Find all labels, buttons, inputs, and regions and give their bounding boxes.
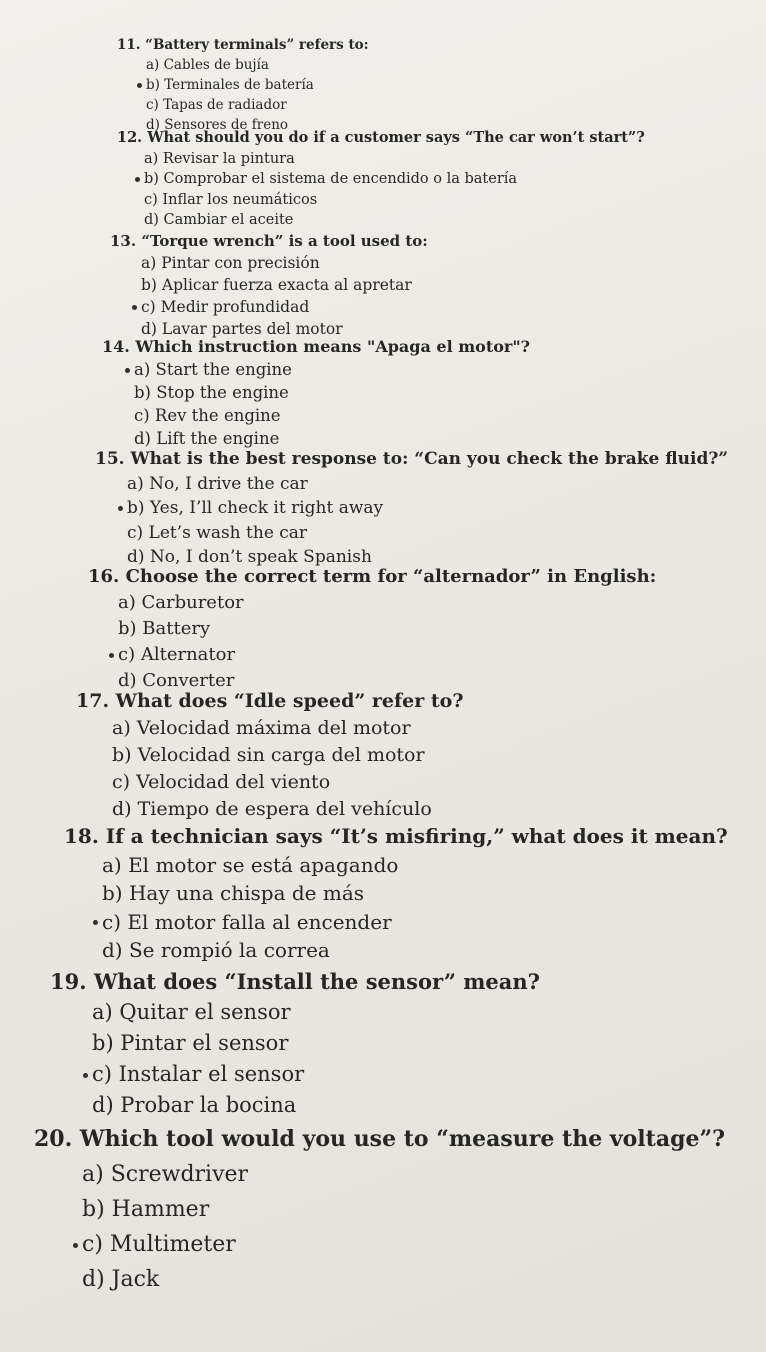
answer-option[interactable]: b) Hay una chispa de más	[102, 881, 365, 905]
answer-option[interactable]: d) Cambiar el aceite	[144, 212, 294, 228]
answer-option[interactable]: a) No, I drive the car	[127, 473, 308, 494]
answer-option[interactable]: c) Inflar los neumáticos	[144, 191, 318, 208]
question-16	[88, 564, 656, 694]
selected-answer-mark	[135, 177, 140, 182]
selected-answer-mark	[137, 83, 142, 88]
answer-option[interactable]: d) Jack	[82, 1267, 160, 1292]
answer-option[interactable]: c) Let’s wash the car	[127, 522, 308, 543]
answer-option[interactable]: c) Multimeter	[82, 1227, 725, 1262]
answer-option[interactable]: d) Lift the engine	[134, 429, 280, 448]
selected-answer-mark	[93, 920, 98, 925]
selected-answer-mark	[109, 653, 114, 658]
question-17	[76, 688, 463, 823]
answer-option[interactable]: a) Revisar la pintura	[144, 150, 295, 167]
answer-option[interactable]: a) Quitar el sensor	[92, 1000, 291, 1024]
answer-option[interactable]: b) Velocidad sin carga del motor	[112, 744, 425, 766]
answer-option[interactable]: b) Hammer	[82, 1197, 210, 1222]
question-text: 18. If a technician says “It’s misfiring,” what does it mean?	[64, 824, 728, 848]
answer-option[interactable]: c) Rev the engine	[134, 406, 281, 425]
question-13	[110, 230, 428, 340]
answer-option[interactable]: a) Start the engine	[134, 358, 530, 381]
answer-option[interactable]: c) Tapas de radiador	[146, 97, 287, 113]
question-18	[64, 822, 728, 965]
answer-option[interactable]: a) Cables de bujía	[146, 57, 269, 73]
question-11	[117, 35, 369, 135]
question-text: 17. What does “Idle speed” refer to?	[76, 690, 464, 712]
selected-answer-mark	[132, 305, 137, 310]
answer-option[interactable]: d) Lavar partes del motor	[141, 320, 343, 338]
answer-option[interactable]: b) Aplicar fuerza exacta al apretar	[141, 276, 412, 294]
answer-option[interactable]: a) Velocidad máxima del motor	[112, 717, 411, 739]
answer-option[interactable]: d) Se rompió la correa	[102, 938, 330, 962]
answer-option[interactable]: a) Screwdriver	[82, 1162, 249, 1187]
answer-option[interactable]: b) Stop the engine	[134, 383, 289, 402]
selected-answer-mark	[73, 1243, 78, 1248]
selected-answer-mark	[118, 506, 123, 511]
question-text: 12. What should you do if a customer says “The car won’t start”?	[117, 129, 645, 146]
question-14	[102, 335, 530, 450]
answer-option[interactable]: b) Comprobar el sistema de encendido o la batería	[144, 169, 645, 190]
answer-option[interactable]: a) El motor se está apagando	[102, 852, 399, 877]
answer-option[interactable]: d) Probar la bocina	[92, 1093, 297, 1117]
question-text: 13. “Torque wrench” is a tool used to:	[110, 232, 428, 250]
answer-option[interactable]: d) No, I don’t speak Spanish	[127, 547, 372, 567]
question-text: 14. Which instruction means "Apaga el motor"?	[102, 337, 531, 356]
selected-answer-mark	[83, 1073, 88, 1078]
question-19	[50, 966, 540, 1121]
answer-option[interactable]: c) Instalar el sensor	[92, 1059, 540, 1090]
question-text: 15. What is the best response to: “Can you check the brake fluid?”	[95, 449, 729, 469]
answer-option[interactable]: a) Pintar con precisión	[141, 254, 320, 272]
answer-option[interactable]: c) Medir profundidad	[141, 296, 428, 318]
answer-option[interactable]: c) Velocidad del viento	[112, 771, 331, 793]
question-15	[95, 447, 728, 570]
answer-option[interactable]: d) Tiempo de espera del vehículo	[112, 798, 432, 820]
answer-option[interactable]: c) El motor falla al encender	[102, 908, 728, 937]
answer-option[interactable]: c) Alternator	[118, 642, 656, 668]
question-text: 19. What does “Install the sensor” mean?	[50, 969, 540, 994]
answer-option[interactable]: b) Pintar el sensor	[92, 1031, 289, 1055]
answer-option[interactable]: d) Converter	[118, 670, 235, 691]
question-12	[117, 128, 645, 231]
question-20	[34, 1122, 725, 1297]
question-text: 11. “Battery terminals” refers to:	[117, 37, 369, 53]
answer-option[interactable]: d) Sensores de freno	[146, 117, 289, 133]
selected-answer-mark	[125, 368, 130, 373]
answer-option[interactable]: b) Battery	[118, 618, 211, 639]
answer-option[interactable]: b) Yes, I’ll check it right away	[127, 496, 728, 521]
question-text: 20. Which tool would you use to “measure the voltage”?	[34, 1126, 726, 1152]
answer-option[interactable]: a) Carburetor	[118, 592, 244, 613]
answer-option[interactable]: b) Terminales de batería	[146, 75, 369, 95]
question-text: 16. Choose the correct term for “alternador” in English:	[88, 566, 657, 587]
